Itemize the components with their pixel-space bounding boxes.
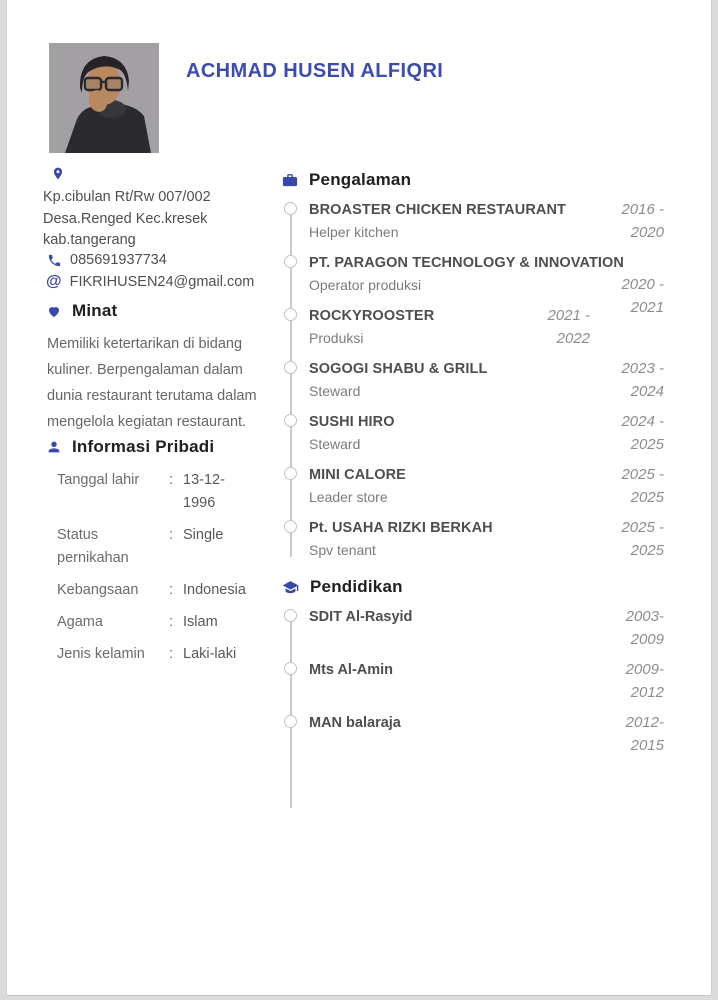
profile-photo-illustration (49, 43, 159, 153)
job-role: Steward (309, 383, 361, 399)
date-range (576, 658, 664, 704)
date-range (576, 198, 664, 244)
job-role: Operator produksi (309, 277, 422, 293)
date-to: 2025 (630, 489, 664, 506)
graduation-cap-icon (281, 579, 300, 596)
person-icon (46, 439, 62, 455)
company-name: MINI CALORE (309, 467, 406, 483)
profile-photo (49, 43, 159, 153)
date-to: 2022 (556, 330, 590, 347)
info-value: Islam (183, 614, 218, 630)
email-address: FIKRIHUSEN24@gmail.com (69, 274, 255, 290)
phone-row (47, 252, 167, 268)
school-name: SDIT Al-Rasyid (309, 609, 413, 625)
date-from: 2020 - (621, 276, 664, 293)
timeline-dot-icon (284, 414, 297, 427)
page-title-name: ACHMAD HUSEN ALFIQRI (186, 60, 444, 82)
info-label: Kebangsaan (57, 582, 139, 598)
address-line: Desa.Renged Kec.kresek (43, 210, 208, 227)
company-name: ROCKYROOSTER (309, 308, 435, 324)
date-to: 2020 (630, 224, 664, 241)
phone-number: 085691937734 (70, 252, 167, 268)
job-role: Leader store (309, 489, 388, 505)
company-name: Pt. USAHA RIZKI BERKAH (309, 520, 493, 536)
info-colon: : (169, 472, 174, 488)
info-value: Single (183, 527, 224, 543)
education-entry (281, 607, 664, 660)
timeline-dot-icon (284, 467, 297, 480)
date-range (576, 463, 664, 509)
experience-entry (281, 518, 664, 571)
experience-timeline (281, 200, 664, 571)
date-to: 2025 (630, 542, 664, 559)
experience-entry (281, 200, 664, 253)
at-icon: @ (46, 273, 62, 290)
timeline-dot-icon (284, 609, 297, 622)
info-colon: : (169, 582, 174, 598)
experience-entry (281, 412, 664, 465)
date-from: 2021 - (547, 307, 590, 324)
date-from: 2003- (625, 608, 664, 625)
date-to: 2024 (630, 383, 664, 400)
date-to: 2021 (630, 299, 664, 316)
date-to: 2025 (630, 436, 664, 453)
education-entry (281, 660, 664, 713)
section-heading-interests (46, 301, 117, 321)
info-colon: : (169, 527, 174, 543)
date-range (576, 711, 664, 757)
personal-info-title: Informasi Pribadi (72, 437, 215, 456)
info-label: Tanggal lahir (57, 472, 140, 488)
info-row (57, 579, 269, 602)
experience-entry (281, 359, 664, 412)
info-value: 13-12-1996 (183, 472, 225, 511)
date-range (576, 410, 664, 456)
info-row (57, 469, 269, 515)
education-timeline (281, 607, 664, 808)
school-name: Mts Al-Amin (309, 662, 394, 678)
company-name: PT. PARAGON TECHNOLOGY & INNOVATION (309, 255, 624, 271)
date-from: 2024 - (621, 413, 664, 430)
experience-title: Pengalaman (309, 170, 412, 189)
heart-icon (46, 304, 62, 319)
address-block (43, 187, 268, 252)
info-value: Laki-laki (183, 646, 237, 662)
date-to: 2009 (630, 631, 664, 648)
timeline-dot-icon (284, 520, 297, 533)
section-heading-experience (281, 170, 664, 190)
phone-icon (47, 253, 62, 268)
briefcase-icon (281, 172, 299, 189)
info-row (57, 524, 269, 570)
info-label: Jenis kelamin (57, 646, 145, 662)
date-from: 2023 - (621, 360, 664, 377)
right-column (281, 170, 664, 808)
job-role: Steward (309, 436, 361, 452)
timeline-dot-icon (284, 308, 297, 321)
date-range (576, 516, 664, 562)
info-label: Status pernikahan (57, 527, 129, 566)
info-value: Indonesia (183, 582, 246, 598)
address-line: Kp.cibulan Rt/Rw 007/002 (43, 189, 211, 205)
date-from: 2025 - (621, 466, 664, 483)
date-to: 2012 (630, 684, 664, 701)
email-row (46, 274, 254, 290)
info-colon: : (169, 614, 174, 630)
job-role: Produksi (309, 330, 364, 346)
personal-info-table (57, 469, 269, 666)
timeline-dot-icon (284, 202, 297, 215)
date-range (502, 304, 590, 350)
company-name: BROASTER CHICKEN RESTAURANT (309, 202, 566, 218)
section-heading-education (281, 577, 664, 597)
timeline-dot-icon (284, 715, 297, 728)
experience-entry (281, 465, 664, 518)
job-role: Spv tenant (309, 542, 376, 558)
info-label: Agama (57, 614, 103, 630)
address-line: kab.tangerang (43, 232, 136, 248)
company-name: SUSHI HIRO (309, 414, 395, 430)
interests-title: Minat (72, 301, 118, 320)
info-row (57, 643, 269, 666)
timeline-dot-icon (284, 361, 297, 374)
date-range (576, 605, 664, 651)
date-to: 2015 (630, 737, 664, 754)
education-title: Pendidikan (310, 577, 403, 596)
company-name: SOGOGI SHABU & GRILL (309, 361, 488, 377)
info-colon: : (169, 646, 174, 662)
date-from: 2012- (625, 714, 664, 731)
job-role: Helper kitchen (309, 224, 399, 240)
section-heading-personal-info (46, 437, 214, 457)
info-row (57, 611, 269, 634)
interests-paragraph: Memiliki ketertarikan di bidang kuliner. Berpengalaman dalam dunia restaurant terutama dalam mengelola kegiatan restaurant. (47, 336, 257, 430)
date-from: 2009- (625, 661, 664, 678)
timeline-dot-icon (284, 662, 297, 675)
experience-entry (281, 306, 664, 359)
school-name: MAN balaraja (309, 715, 401, 731)
education-entry (281, 713, 664, 766)
date-range (576, 357, 664, 403)
location-pin-icon (51, 164, 65, 183)
date-from: 2025 - (621, 519, 664, 536)
timeline-dot-icon (284, 255, 297, 268)
date-from: 2016 - (621, 201, 664, 218)
